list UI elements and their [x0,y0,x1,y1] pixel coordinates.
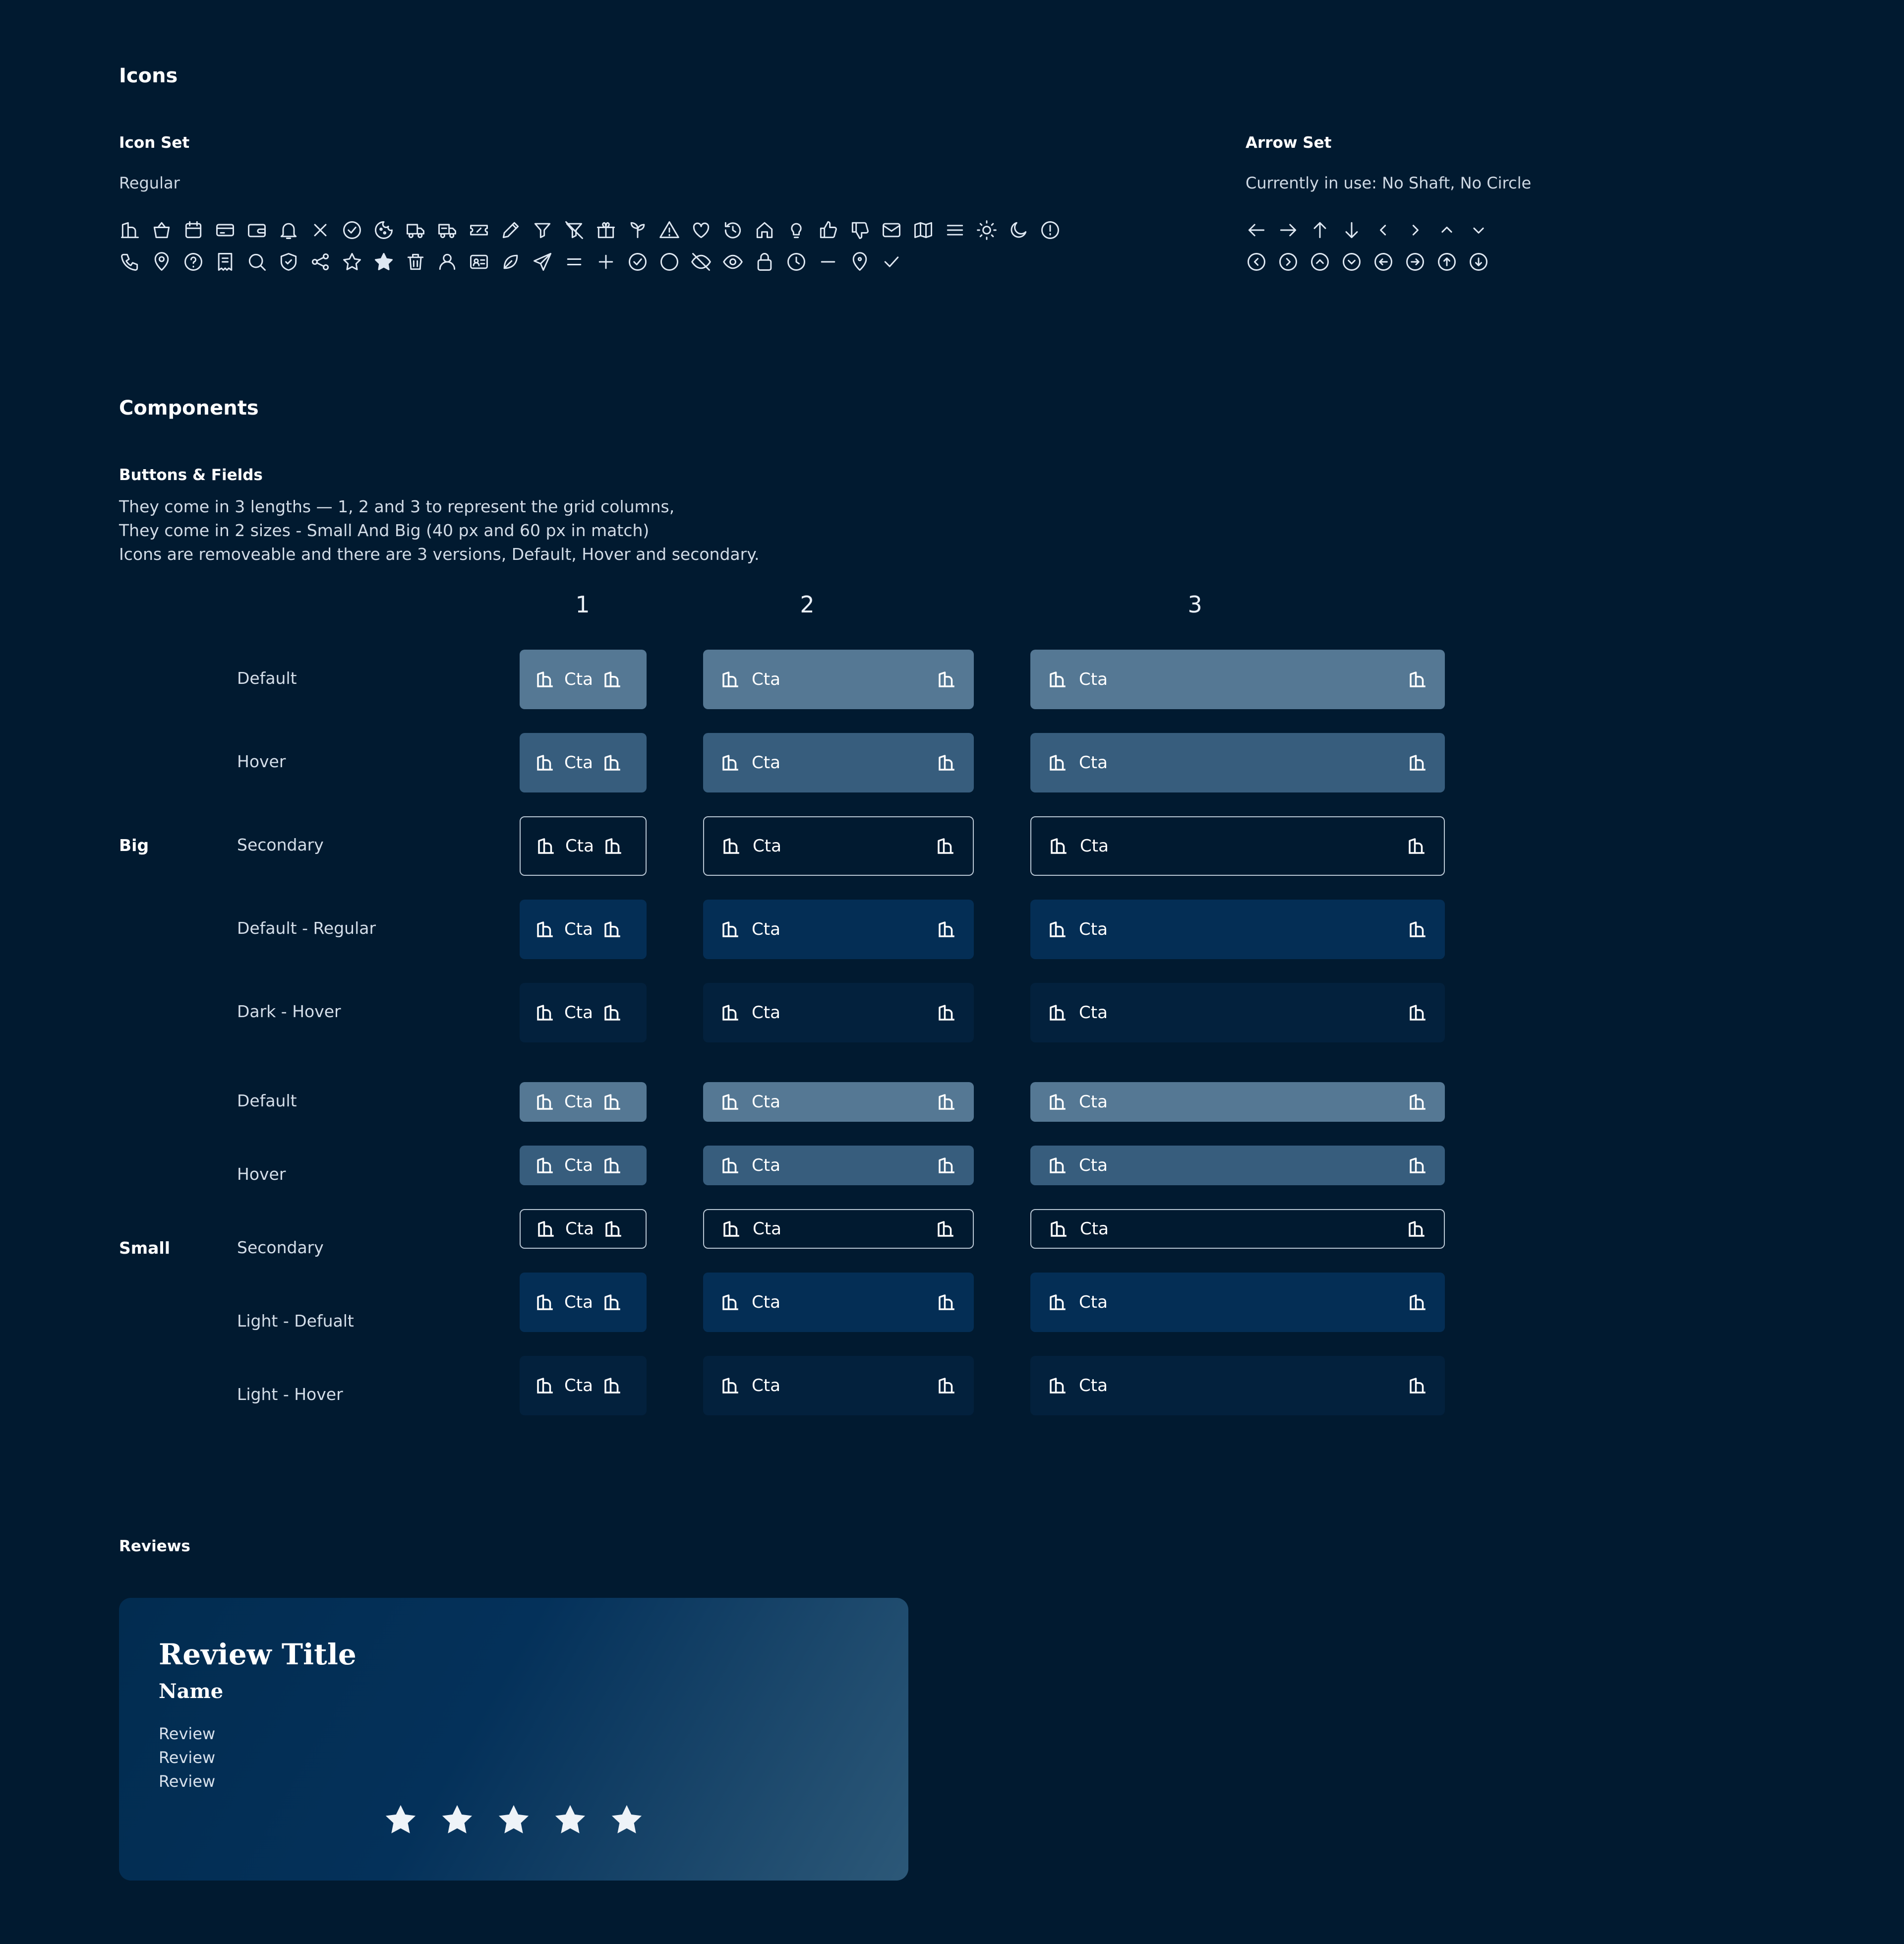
building-icon [536,836,556,856]
row-label-small: Secondary [237,1238,324,1257]
building-icon [935,836,956,856]
building-icon [1407,1155,1428,1176]
cta-button-big-col2[interactable] [703,900,974,959]
cta-button-small-col2[interactable] [703,1146,974,1185]
menu-icon [939,214,971,246]
cta-label: Cta [752,1292,780,1312]
bell-icon [273,214,304,246]
building-icon [1406,1218,1427,1239]
components-heading: Components [119,397,259,420]
cta-button-small-col2[interactable] [703,1209,974,1249]
thumbs-up-icon [812,214,844,246]
arrow-down-icon [1336,214,1368,246]
cta-label: Cta [752,919,780,939]
chevron-right-icon [1399,214,1431,246]
truck-return-icon [431,214,463,246]
building-icon [602,669,623,690]
column-header-2: 2 [800,591,815,618]
building-icon [1407,1292,1428,1313]
building-icon [1047,1092,1068,1112]
help-circle-icon [178,246,209,278]
cta-label: Cta [752,669,780,689]
building-icon [1048,1218,1069,1239]
star-filled-icon [438,1801,476,1841]
cta-button-big-col1[interactable] [520,816,647,876]
phone-icon [114,246,146,278]
column-header-1: 1 [575,591,590,618]
check-circle-icon [336,214,368,246]
mail-icon [876,214,907,246]
star-filled-icon [382,1801,419,1841]
building-icon [720,1002,741,1023]
star-filled-icon [551,1801,589,1841]
cta-button-big-col3[interactable] [1030,816,1445,876]
building-icon [1048,836,1069,856]
icon-set-heading: Icon Set [119,134,190,152]
building-icon [721,1218,742,1239]
description-line: Icons are removeable and there are 3 versions, Default, Hover and secondary. [119,545,760,564]
building-icon [936,1292,957,1313]
building-icon [602,1292,623,1313]
cta-label: Cta [564,753,593,773]
lightbulb-icon [780,214,812,246]
cta-label: Cta [753,836,781,856]
review-text-line: Review [159,1724,216,1743]
info-circle-icon [1034,214,1066,246]
pencil-icon [495,214,527,246]
plus-icon [590,246,622,278]
cta-button-big-col1[interactable] [520,650,647,709]
cta-label: Cta [1079,1003,1108,1023]
cta-button-small-col1[interactable] [520,1146,647,1185]
building-icon [1047,752,1068,773]
review-rating [382,1801,646,1841]
cta-button-big-col3[interactable] [1030,650,1445,709]
cta-label: Cta [1079,1376,1108,1396]
id-card-icon [463,246,495,278]
leaf-icon [495,246,527,278]
building-icon [602,919,623,940]
building-icon [536,1218,556,1239]
review-text-line: Review [159,1772,216,1791]
cta-button-small-col3[interactable] [1030,1209,1445,1249]
building-icon [1407,1375,1428,1396]
share-icon [304,246,336,278]
minus-icon [812,246,844,278]
cta-button-small-col1[interactable] [520,1209,647,1249]
cta-label: Cta [752,1003,780,1023]
building-icon [1047,669,1068,690]
chevron-up-icon [1431,214,1463,246]
basket-icon [146,214,178,246]
building-icon [720,1155,741,1176]
cta-button-big-col2[interactable] [703,650,974,709]
cta-button-small-col3[interactable] [1030,1273,1445,1332]
send-icon [527,246,558,278]
cta-label: Cta [1079,919,1108,939]
cta-button-big-col2[interactable] [703,733,974,792]
building-icon [1407,919,1428,940]
cta-label: Cta [564,919,593,939]
building-icon [720,752,741,773]
star-filled-icon [495,1801,533,1841]
lock-icon [749,246,780,278]
heart-icon [685,214,717,246]
arrow-down-circle-icon [1463,246,1494,278]
chevron-down-circle-icon [1336,246,1368,278]
building-icon [602,1375,623,1396]
map-pin-icon [844,246,876,278]
arrow-set-row-1 [1241,214,1494,246]
row-label-big: Default - Regular [237,918,376,938]
cta-label: Cta [564,1003,593,1023]
row-label-big: Dark - Hover [237,1002,341,1021]
building-icon [1407,1002,1428,1023]
arrow-set-row-2 [1241,246,1494,278]
row-label-big: Secondary [237,835,324,854]
star-filled-icon [608,1801,646,1841]
cookie-icon [368,214,400,246]
building-icon [1407,669,1428,690]
arrow-right-circle-icon [1399,246,1431,278]
cta-button-small-col1[interactable] [520,1356,647,1415]
receipt-icon [209,246,241,278]
arrow-left-circle-icon [1368,246,1399,278]
building-icon [720,919,741,940]
review-card [119,1598,908,1881]
cta-button-big-col2[interactable] [703,816,974,876]
arrow-left-icon [1241,214,1272,246]
cta-button-small-col2[interactable] [703,1082,974,1122]
cta-button-big-col3[interactable] [1030,983,1445,1042]
building-icon [602,752,623,773]
cta-label: Cta [752,1155,780,1175]
chevron-right-circle-icon [1272,246,1304,278]
building-icon [721,836,742,856]
building-icon [603,1218,624,1239]
reviews-heading: Reviews [119,1537,190,1555]
building-icon [1047,1002,1068,1023]
calendar-icon [178,214,209,246]
arrow-right-icon [1272,214,1304,246]
building-icon [602,1155,623,1176]
chevron-left-circle-icon [1241,246,1272,278]
building-icon [535,1002,555,1023]
building-icon [1047,1155,1068,1176]
row-label-small: Default [237,1091,297,1110]
search-icon [241,246,273,278]
row-label-small: Light - Defualt [237,1311,354,1331]
cta-button-big-col1[interactable] [520,983,647,1042]
cta-label: Cta [752,1092,780,1112]
building-icon [1047,1292,1068,1313]
description-line: They come in 2 sizes - Small And Big (40 px and 60 px in match) [119,521,650,540]
history-icon [717,214,749,246]
building-icon [935,1218,956,1239]
icon-set-style-label: Regular [119,174,180,192]
cta-button-small-col3[interactable] [1030,1146,1445,1185]
building-icon [603,836,624,856]
filter-off-icon [558,214,590,246]
map-icon [907,214,939,246]
building-icon [535,752,555,773]
column-header-3: 3 [1188,591,1202,618]
circle-icon [654,246,685,278]
warning-icon [654,214,685,246]
chevron-left-icon [1368,214,1399,246]
review-text-line: Review [159,1748,216,1767]
row-label-big: Hover [237,752,286,771]
building-icon [535,1155,555,1176]
cta-button-small-col2[interactable] [703,1273,974,1332]
chevron-down-icon [1463,214,1494,246]
cta-label: Cta [1080,1219,1109,1239]
building-icon [720,1092,741,1112]
equals-icon [558,246,590,278]
moon-icon [1003,214,1034,246]
building-icon [936,1092,957,1112]
description-line: They come in 3 lengths — 1, 2 and 3 to represent the grid columns, [119,497,675,516]
cta-label: Cta [565,836,594,856]
filter-icon [527,214,558,246]
building-icon [1407,752,1428,773]
building-icon [114,214,146,246]
chevron-up-circle-icon [1304,246,1336,278]
buttons-description [119,495,760,566]
cta-button-small-col3[interactable] [1030,1356,1445,1415]
cta-label: Cta [752,1376,780,1396]
star-filled-icon [368,246,400,278]
gift-icon [590,214,622,246]
trash-icon [400,246,431,278]
building-icon [1047,919,1068,940]
building-icon [1407,1092,1428,1112]
row-label-big: Default [237,668,297,688]
building-icon [720,1375,741,1396]
buttons-fields-heading: Buttons & Fields [119,466,263,484]
cta-label: Cta [1080,836,1109,856]
arrow-up-circle-icon [1431,246,1463,278]
building-icon [936,1002,957,1023]
user-icon [431,246,463,278]
cta-label: Cta [753,1219,781,1239]
clock-icon [780,246,812,278]
building-icon [535,1092,555,1112]
check-icon [876,246,907,278]
check-circle-icon [622,246,654,278]
building-icon [720,1292,741,1313]
building-icon [602,1092,623,1112]
thumbs-down-icon [844,214,876,246]
home-icon [749,214,780,246]
icon-set-row-2 [114,246,907,278]
eye-off-icon [685,246,717,278]
cta-button-big-col1[interactable] [520,733,647,792]
cta-button-small-col3[interactable] [1030,1082,1445,1122]
cta-label: Cta [565,1219,594,1239]
cta-label: Cta [1079,1155,1108,1175]
building-icon [936,1375,957,1396]
review-name: Name [159,1680,224,1703]
cta-button-small-col1[interactable] [520,1082,647,1122]
wallet-icon [241,214,273,246]
building-icon [1406,836,1427,856]
size-label-big: Big [119,836,149,855]
row-label-small: Hover [237,1164,286,1184]
location-pin-icon [146,246,178,278]
cta-label: Cta [752,753,780,773]
cta-label: Cta [564,1092,593,1112]
building-icon [936,752,957,773]
building-icon [535,669,555,690]
cta-label: Cta [564,1292,593,1312]
building-icon [535,1375,555,1396]
row-label-small: Light - Hover [237,1385,343,1404]
building-icon [535,919,555,940]
building-icon [936,919,957,940]
eye-icon [717,246,749,278]
cta-button-big-col3[interactable] [1030,733,1445,792]
plant-icon [622,214,654,246]
arrow-up-icon [1304,214,1336,246]
arrow-set-note: Currently in use: No Shaft, No Circle [1246,174,1532,192]
building-icon [535,1292,555,1313]
star-outline-icon [336,246,368,278]
cta-label: Cta [1079,669,1108,689]
building-icon [936,669,957,690]
cta-label: Cta [1079,753,1108,773]
building-icon [602,1002,623,1023]
sun-icon [971,214,1003,246]
icons-heading: Icons [119,64,178,87]
cta-button-small-col2[interactable] [703,1356,974,1415]
cta-label: Cta [564,1155,593,1175]
cta-label: Cta [1079,1092,1108,1112]
building-icon [1047,1375,1068,1396]
cta-button-small-col1[interactable] [520,1273,647,1332]
coupon-icon [463,214,495,246]
cta-label: Cta [564,1376,593,1396]
cta-label: Cta [564,669,593,689]
cta-button-big-col3[interactable] [1030,900,1445,959]
cta-button-big-col1[interactable] [520,900,647,959]
review-title: Review Title [159,1638,357,1671]
cta-label: Cta [1079,1292,1108,1312]
credit-card-icon [209,214,241,246]
shield-check-icon [273,246,304,278]
building-icon [720,669,741,690]
close-icon [304,214,336,246]
icon-set-row-1 [114,214,1066,246]
truck-icon [400,214,431,246]
size-label-small: Small [119,1238,171,1258]
building-icon [936,1155,957,1176]
cta-button-big-col2[interactable] [703,983,974,1042]
arrow-set-heading: Arrow Set [1246,134,1332,152]
